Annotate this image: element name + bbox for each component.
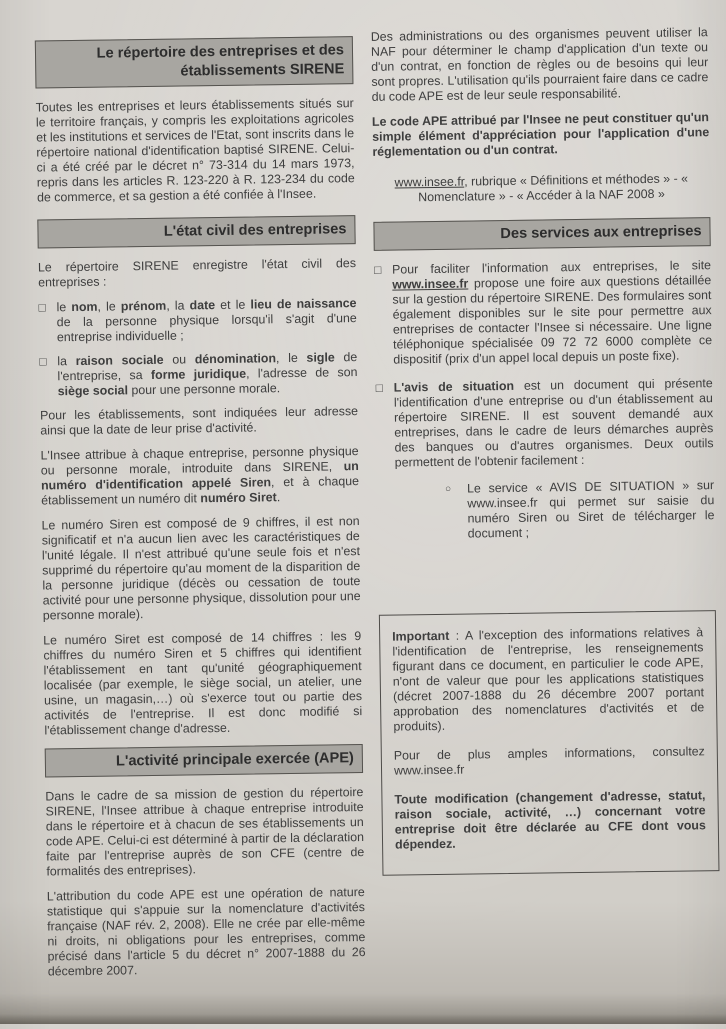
numero-siren-paragraph: Le numéro Siren est composé de 9 chiffres, il est non significatif et n'a aucun lien avec les caractéristiques de l'unité légale. Il n'est attribué qu'une seule fois et n'est supprimé du répertoire qu'au moment de la disparition de la personne juridique (décès ou cessation de toute activité pour une personne physique, dissolution pour une personne morale). <box>41 514 361 623</box>
right-column <box>371 25 720 876</box>
circle-bullet-icon: ○ <box>445 483 452 495</box>
section-header-sirene-repertoire: Le répertoire des entreprises et des établissements SIRENE <box>35 36 354 88</box>
bullet-item-site-insee <box>374 258 712 368</box>
section-header-services: Des services aux entreprises <box>373 217 710 251</box>
ape-mission-paragraph: Dans le cadre de sa mission de gestion du répertoire SIRENE, l'Insee attribue à chaque entreprise introduite dans le répertoire et à chacun de ses établissements un code APE. Celui-ci est déterminé à partir de la déclaration faite par l'entreprise auprès de son CFE (centre de formalités des entreprises). <box>45 785 365 879</box>
code-ape-warning-paragraph: Le code APE attribué par l'Insee ne peut constituer qu'un simple élément d'appréciation pour l'application d'une réglementation ou d'un contrat. <box>371 110 710 159</box>
sub-bullet-avis-service <box>441 478 715 542</box>
checkbox-bullet-icon: □ <box>39 354 47 369</box>
bullet-item-nom-prenom <box>38 296 357 345</box>
bullet-text: L'avis de situation est un document qui présente l'identification d'une entreprise ou d'un établissement au répertoire SIRENE. Il est souvent demandé aux entreprises, dans le cadre de leurs démarches auprès des banques ou d'autres organismes. Deux outils permettent de l'obtenir facilement : <box>393 376 714 470</box>
important-statistics-paragraph: Important : A l'exception des informations relatives à l'identification de l'entreprise, les renseignements figurant dans ce document, en particulier le code APE, n'ont de valeur que pour les applications statistiques (décret 2007-1888 du 26 décembre 2007 portant approbation des nomenclatures d'activités et de produits). <box>392 625 705 734</box>
bullet-text: le nom, le prénom, la date et le lieu de naissance de la personne physique lorsqu'il s'agit d'une entreprise individuelle ; <box>56 296 357 345</box>
section-header-ape: L'activité principale exercée (APE) <box>45 744 363 777</box>
bullet-text: la raison sociale ou dénomination, le sigle de l'entreprise, sa forme juridique, l'adresse de son siège social pour une personne morale. <box>57 350 358 399</box>
bullet-text: Pour faciliter l'information aux entreprises, le site www.insee.fr propose une foire aux questions détaillée sur la gestion du répertoire SIRENE. Des formulaires sont également disponibles sur le site pour permettre aux entreprises de contacter l'Insee si nécessaire. Une ligne téléphonique spécialisée 09 72 72 6000 complète ce dispositif (prix d'un appel local depuis un poste fixe). <box>391 258 713 367</box>
etat-civil-intro: Le répertoire SIRENE enregistre l'état civil des entreprises : <box>37 256 357 290</box>
bullet-item-raison-sociale <box>39 350 358 399</box>
insee-link-line: www.insee.fr, rubrique « Définitions et méthodes » - « Nomenclature » - « Accéder à la NAF 2008 » <box>394 171 689 205</box>
checkbox-bullet-icon: □ <box>38 300 46 315</box>
modification-cfe-paragraph: Toute modification (changement d'adresse, statut, raison sociale, activité, …) concernant votre entreprise doit être déclarée au CFE dont vous dépendez. <box>394 788 706 852</box>
important-box <box>379 610 720 876</box>
sirene-intro-paragraph: Toutes les entreprises et leurs établissements situés sur le territoire français, y compris les exploitations agricoles et les institutions et services de l'Etat, sont inscrits dans le répertoire national d'identification baptisé SIRENE. Celui-ci a été créé par le décret n° 73-314 du 14 mars 1973, repris dans les articles R. 123-220 à R. 123-234 du code de commerce, et sa gestion a été confiée à l'Insee. <box>35 96 355 205</box>
numero-siret-paragraph: Le numéro Siret est composé de 14 chiffres : les 9 chiffres du numéro Siren et 5 chiffres qui identifient l'établissement en tant qu'unité géographiquement localisée (par exemple, le siège social, un atelier, une usine, un magasin,…) où s'exerce tout ou partie des activités de l'entreprise. Il est donc modifié si l'établissement change d'adresse. <box>43 629 363 738</box>
etablissements-paragraph: Pour les établissements, sont indiquées leur adresse ainsi que la date de leur prise d'activité. <box>39 404 359 438</box>
bullet-item-avis-situation <box>376 376 714 471</box>
checkbox-bullet-icon: □ <box>373 262 382 277</box>
siren-attribution-paragraph: L'Insee attribue à chaque entreprise, personne physique ou personne morale, introduite dans SIRENE, un numéro d'identification appelé Siren, et à chaque établissement un numéro dit numéro Siret. <box>40 444 360 508</box>
ape-attribution-paragraph: L'attribution du code APE est une opération de nature statistique qui s'appuie sur la nomenclature d'activités française (NAF rév. 2, 2008). Elle ne crée par elle-même ni droits, ni obligations pour les entreprises, comme précisé dans l'article 5 du décret n° 2007-1888 du 26 décembre 2007. <box>46 885 366 979</box>
section-header-etat-civil: L'état civil des entreprises <box>37 215 355 248</box>
more-info-paragraph: Pour de plus amples informations, consultez www.insee.fr <box>393 744 705 778</box>
sub-bullet-text: Le service « AVIS DE SITUATION » sur www.insee.fr qui permet sur saisie du numéro Siren ou Siret de télécharger le document ; <box>467 478 715 541</box>
naf-usage-paragraph: Des administrations ou des organismes peuvent utiliser la NAF pour déterminer le champ d'application d'un texte ou d'un contrat, en fonction de règles ou de besoins qui leur sont propres. L'utilisation qu'ils pourraient faire dans ce cadre du code APE est de leur seule responsabilité. <box>370 25 709 104</box>
left-column <box>35 36 366 979</box>
checkbox-bullet-icon: □ <box>375 380 384 395</box>
